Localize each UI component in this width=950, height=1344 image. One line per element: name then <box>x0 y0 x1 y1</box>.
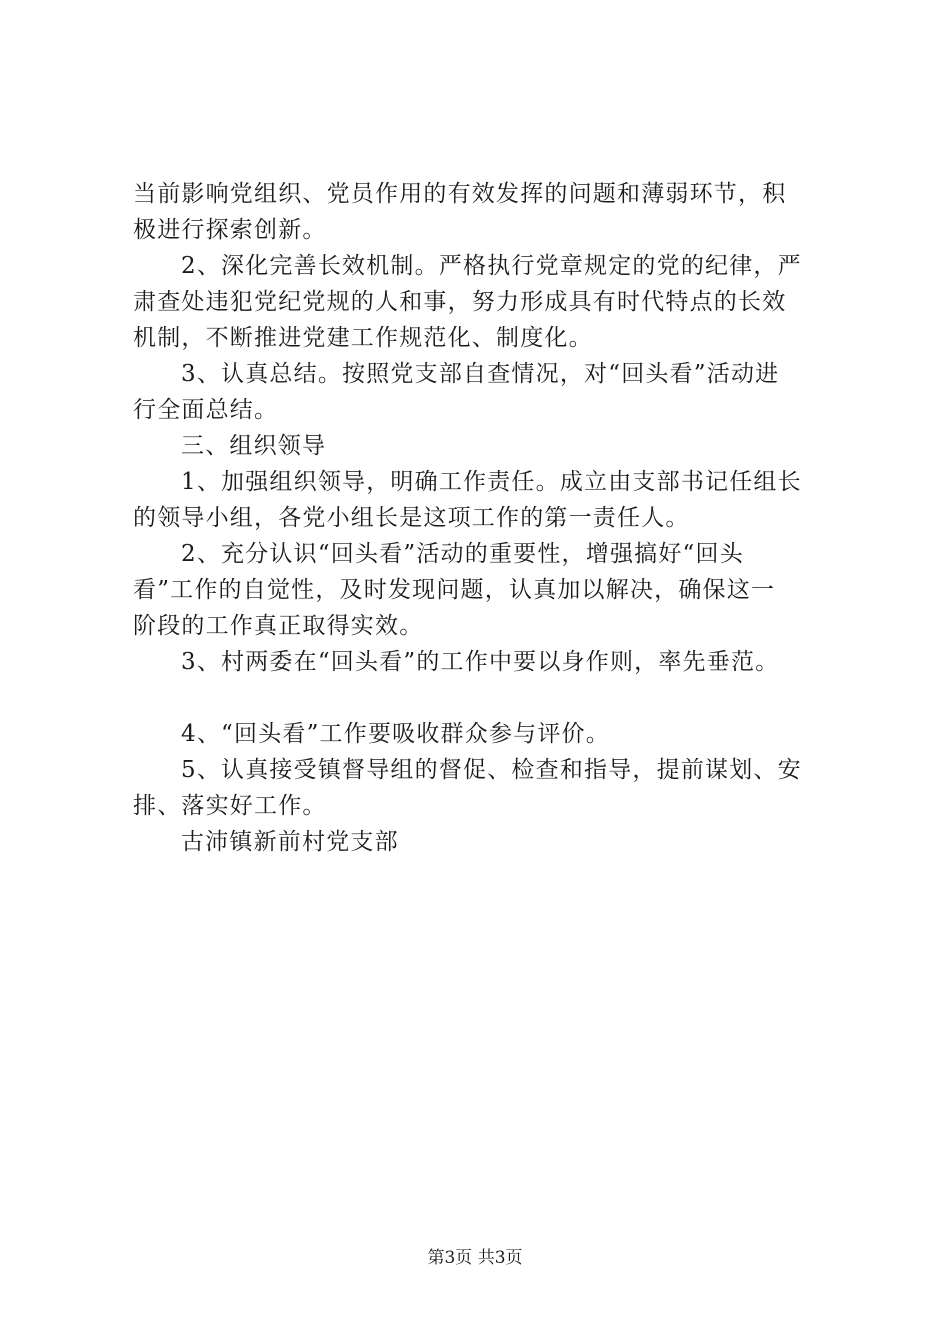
document-body <box>133 176 833 860</box>
body-line: 5、认真接受镇督导组的督促、检查和指导，提前谋划、安 <box>181 757 802 783</box>
body-line: 阶段的工作真正取得实效。 <box>133 613 424 639</box>
body-line: 的领导小组，各党小组长是这项工作的第一责任人。 <box>133 505 690 531</box>
body-line: 当前影响党组织、党员作用的有效发挥的问题和薄弱环节，积 <box>133 181 787 207</box>
body-line: 机制，不断推进党建工作规范化、制度化。 <box>133 325 593 351</box>
body-line: 4、“回头看”工作要吸收群众参与评价。 <box>181 721 610 747</box>
page-footer <box>0 1243 950 1268</box>
body-line: 3、认真总结。按照党支部自查情况，对“回头看”活动进 <box>181 361 780 387</box>
body-line: 排、落实好工作。 <box>133 793 327 819</box>
page-indicator: 第3页 共3页 <box>427 1248 523 1268</box>
body-line: 看”工作的自觉性，及时发现问题，认真加以解决，确保这一 <box>133 577 776 603</box>
signature-line: 古沛镇新前村党支部 <box>181 829 399 855</box>
body-line: 肃查处违犯党纪党规的人和事，努力形成具有时代特点的长效 <box>133 289 787 315</box>
body-line: 2、深化完善长效机制。严格执行党章规定的党的纪律，严 <box>181 253 802 279</box>
body-line: 行全面总结。 <box>133 397 279 423</box>
body-line: 2、充分认识“回头看”活动的重要性，增强搞好“回头 <box>181 541 744 567</box>
paragraph-gap <box>133 680 833 716</box>
section-heading: 三、组织领导 <box>181 433 327 459</box>
body-line: 极进行探索创新。 <box>133 217 327 243</box>
body-line: 1、加强组织领导，明确工作责任。成立由支部书记任组长 <box>181 469 802 495</box>
body-line: 3、村两委在“回头看”的工作中要以身作则，率先垂范。 <box>181 649 780 675</box>
